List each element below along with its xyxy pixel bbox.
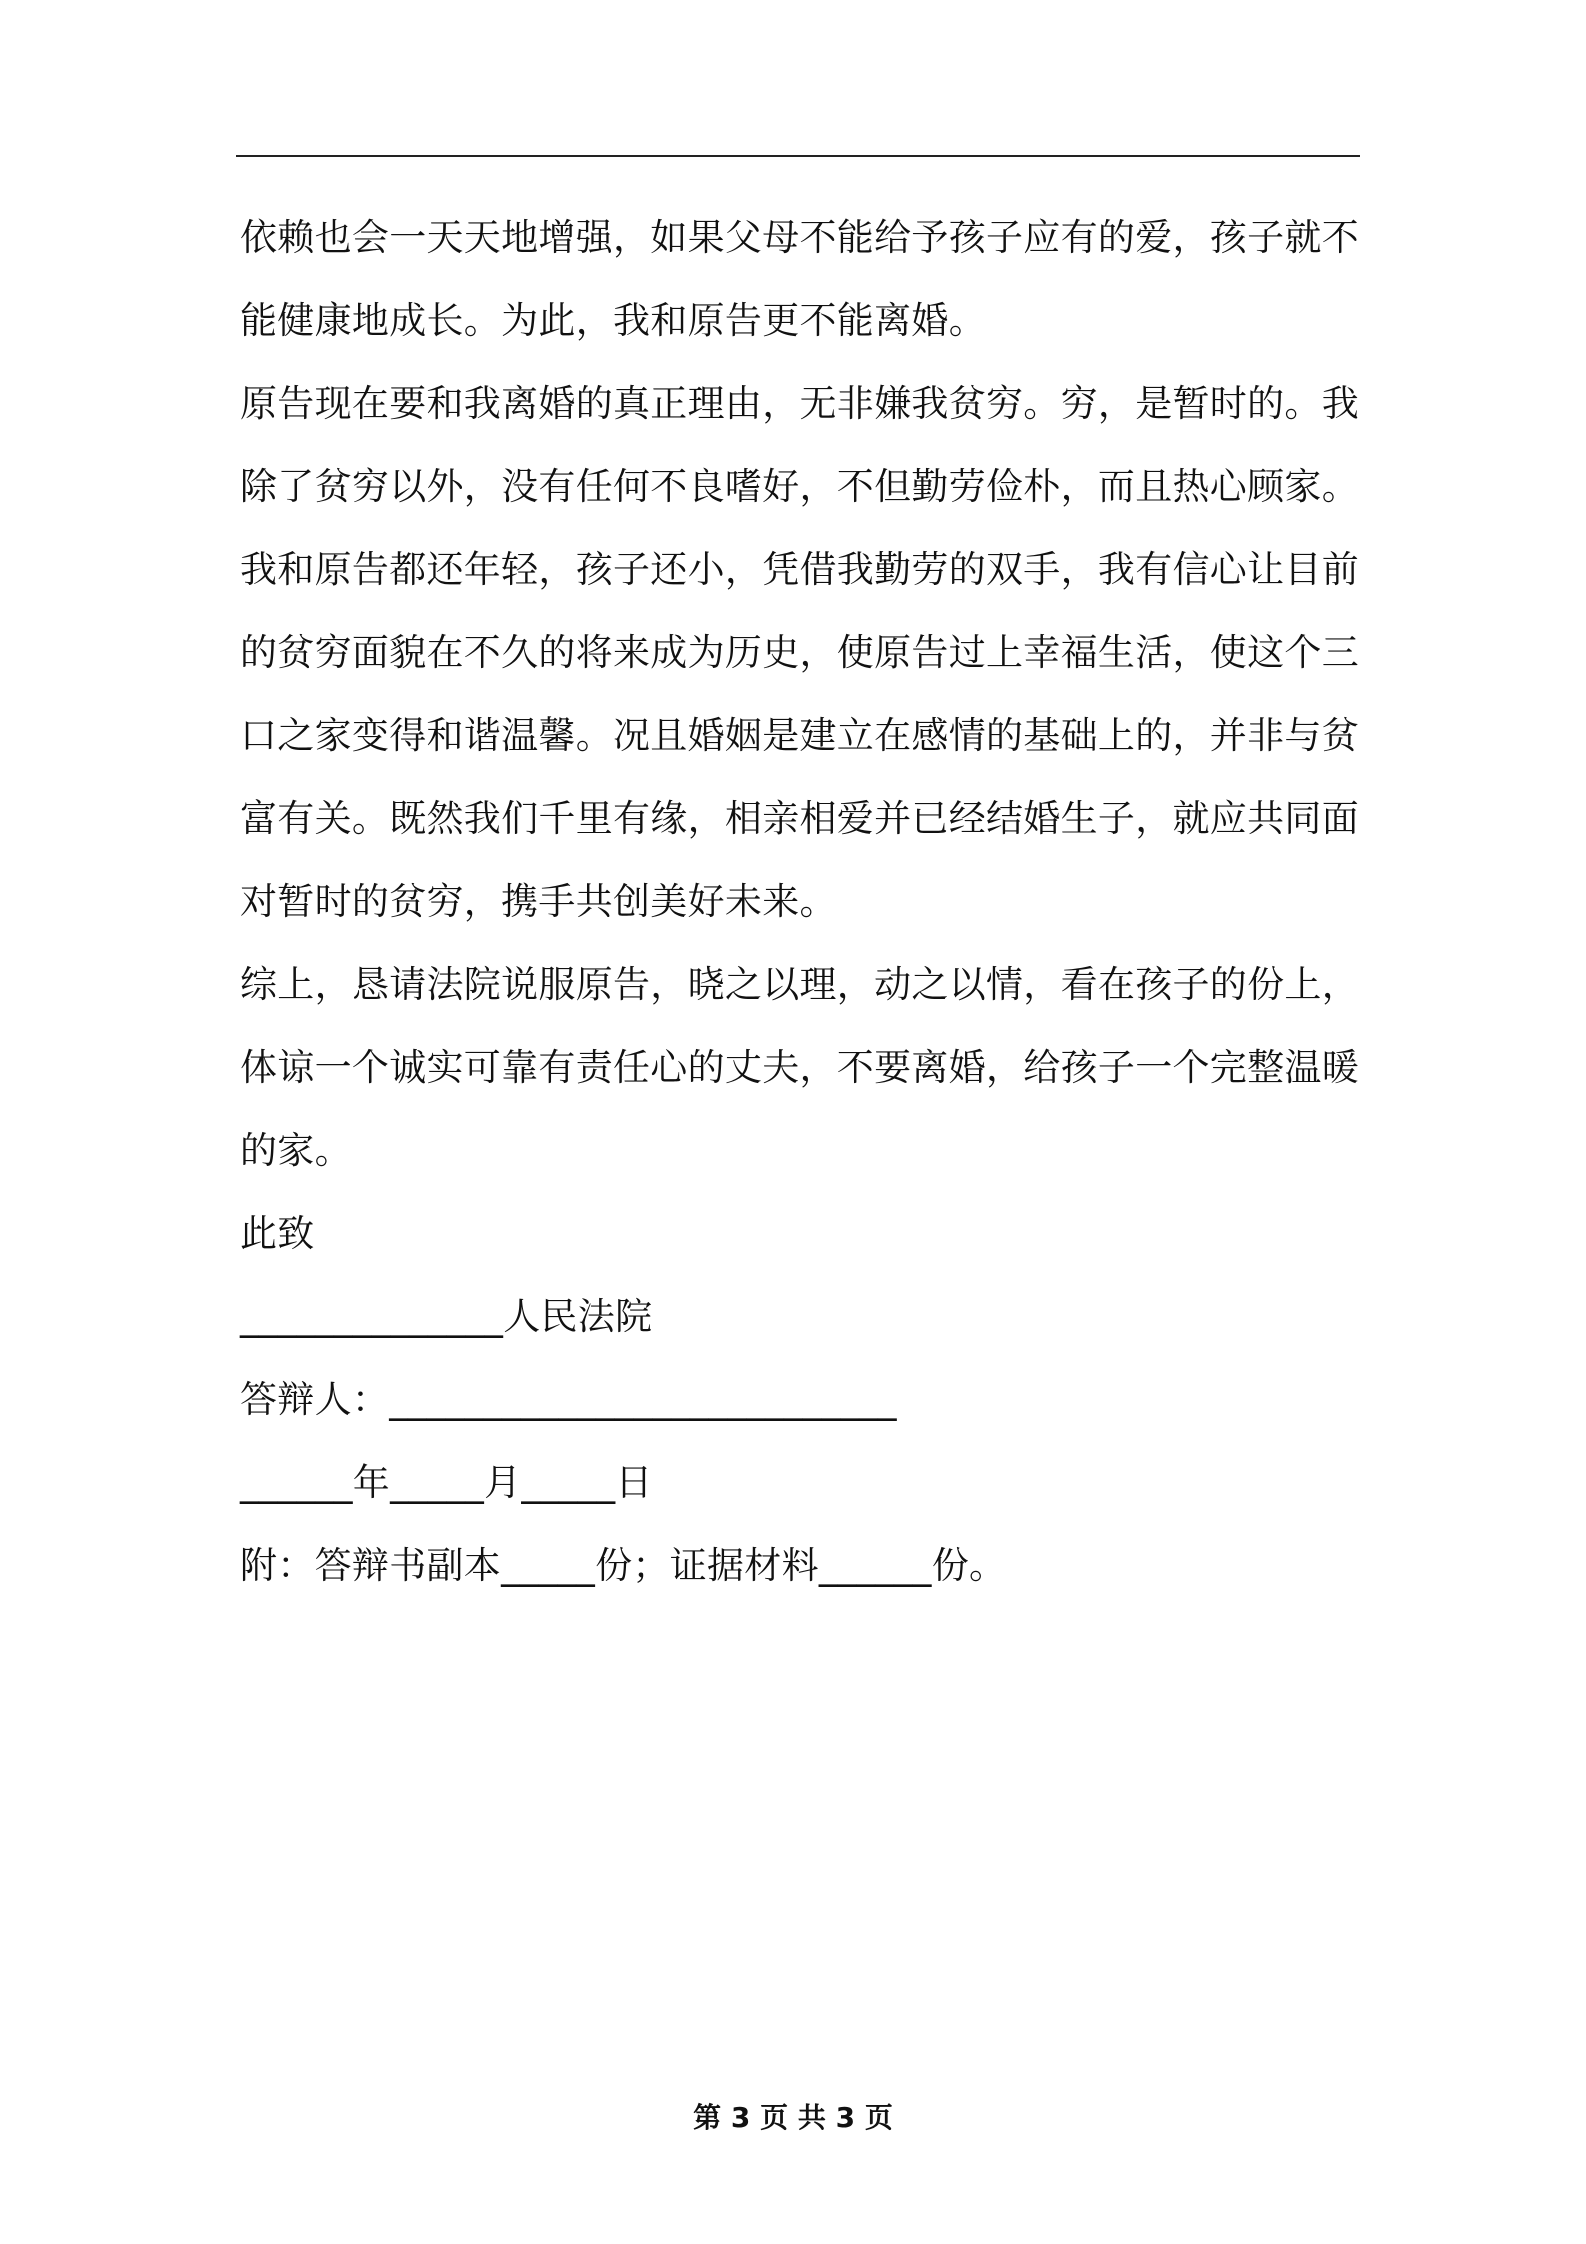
text-line: 富有关。既然我们千里有缘，相亲相爱并已经结婚生子，就应共同面 [240,797,1359,840]
salutation-line: 此致 [240,1212,315,1255]
text-line: 原告现在要和我离婚的真正理由，无非嫌我贫穷。穷，是暂时的。我 [240,382,1359,425]
attachment-line: 附：答辩书副本_____份；证据材料______份。 [240,1544,1007,1587]
document-body [240,196,1364,1607]
text-line: 综上，恳请法院说服原告，晓之以理，动之以情，看在孩子的份上， [240,963,1359,1006]
text-line: 口之家变得和谐温馨。况且婚姻是建立在感情的基础上的，并非与贫 [240,714,1359,757]
court-field: ______________人民法院 [240,1295,653,1338]
respondent-field: 答辩人：___________________________ [240,1378,897,1421]
text-line: 的贫穷面貌在不久的将来成为历史，使原告过上幸福生活，使这个三 [240,631,1359,674]
text-line: 能健康地成长。为此，我和原告更不能离婚。 [240,299,986,342]
date-field: ______年_____月_____日 [240,1461,653,1504]
text-line: 的家。 [240,1129,352,1172]
header-rule [236,155,1360,157]
text-line: 除了贫穷以外，没有任何不良嗜好，不但勤劳俭朴，而且热心顾家。 [240,465,1359,508]
text-line: 我和原告都还年轻，孩子还小，凭借我勤劳的双手，我有信心让目前 [240,548,1359,591]
text-line: 体谅一个诚实可靠有责任心的丈夫，不要离婚，给孩子一个完整温暖 [240,1046,1359,1089]
text-line: 对暂时的贫穷，携手共创美好未来。 [240,880,837,923]
page-number: 第 3 页 共 3 页 [693,2101,893,2134]
text-line: 依赖也会一天天地增强，如果父母不能给予孩子应有的爱，孩子就不 [240,216,1359,259]
